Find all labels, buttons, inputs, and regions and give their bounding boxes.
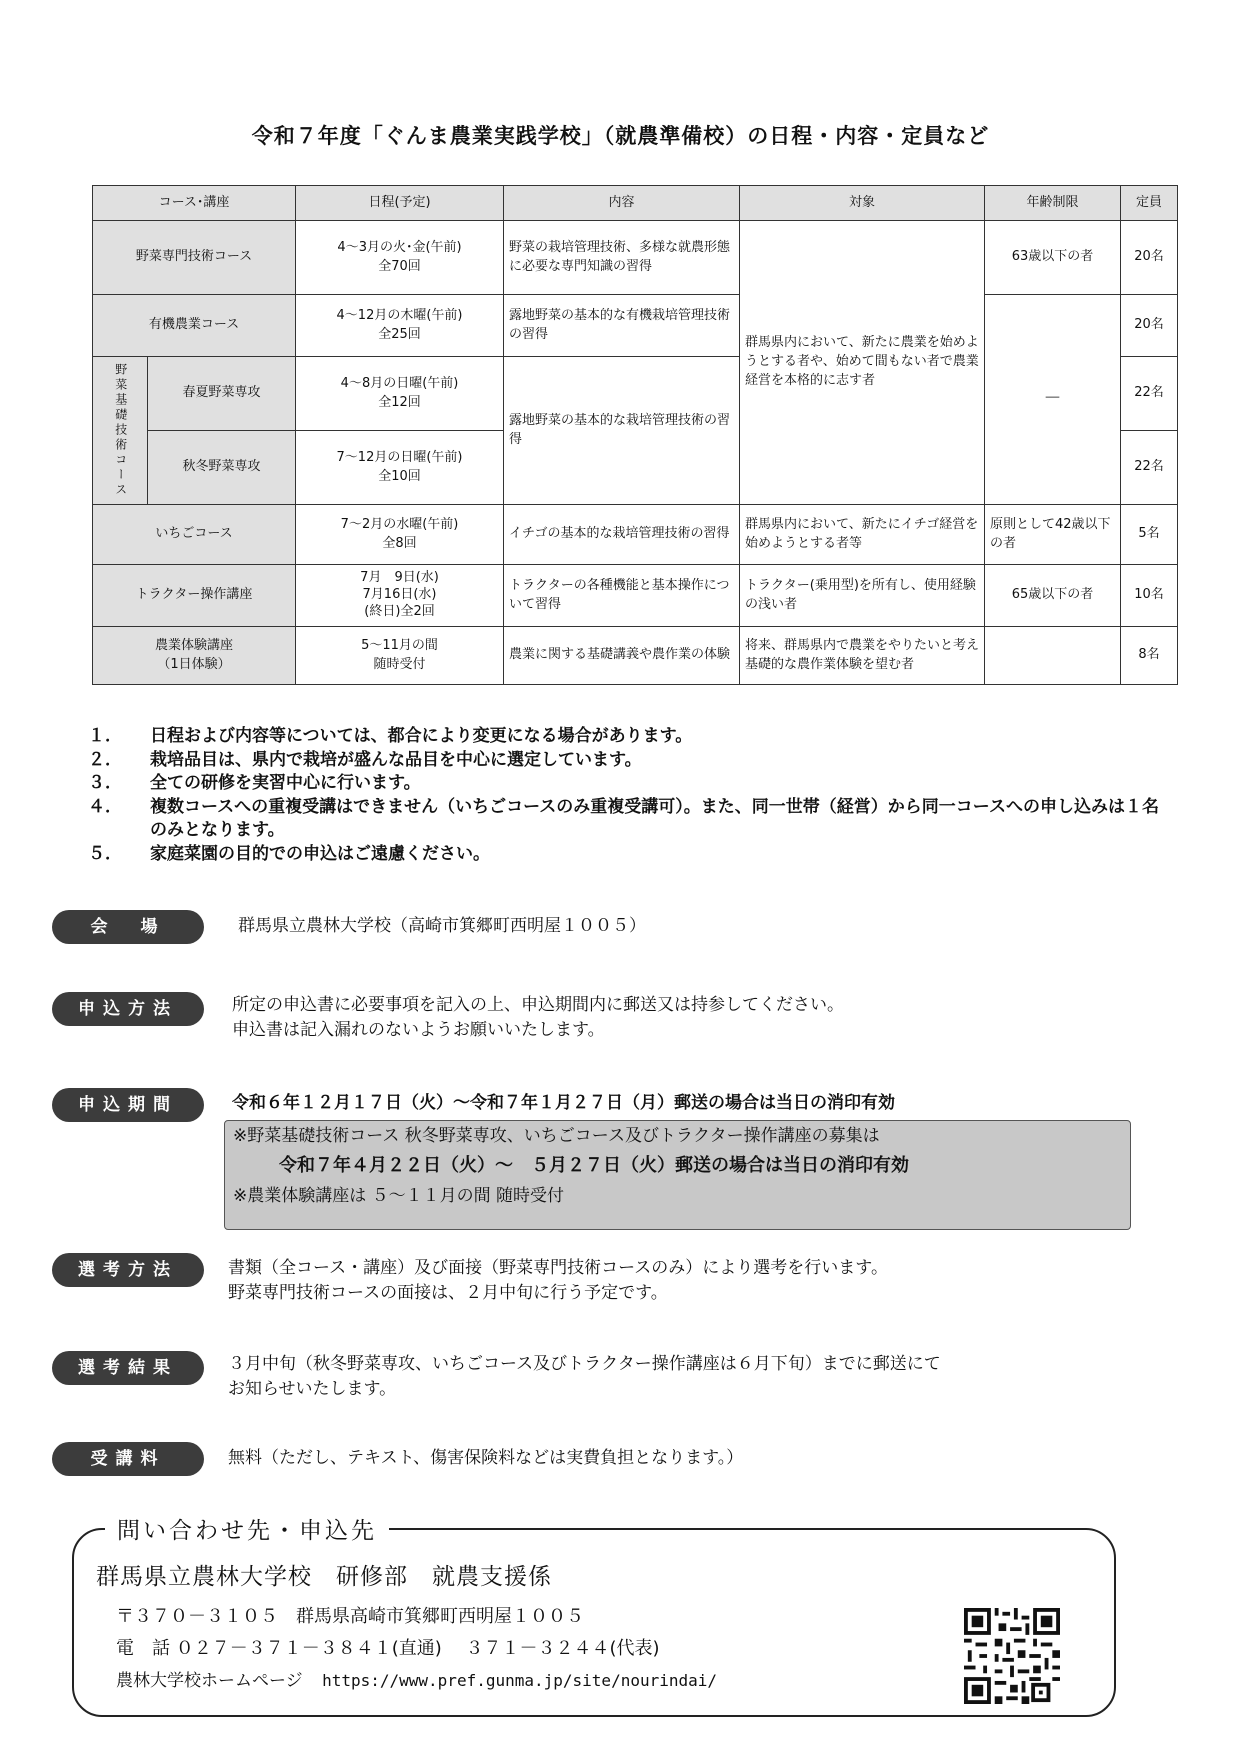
schedule-line: 7月16日(水) <box>362 587 437 603</box>
header-capacity: 定員 <box>1121 186 1178 221</box>
course-name: 有機農業コース <box>93 295 296 357</box>
list-item <box>85 772 1175 796</box>
apply-period-note-box <box>224 1120 1131 1230</box>
capacity-cell: 8名 <box>1121 627 1178 685</box>
table-header-row <box>93 186 1178 221</box>
list-item <box>85 725 1175 749</box>
note-line: ※野菜基礎技術コース 秋冬野菜専攻、いちごコース及びトラクター操作講座の募集は <box>233 1126 880 1146</box>
table-row <box>93 565 1178 627</box>
course-name: 春夏野菜専攻 <box>148 357 296 431</box>
fee-text: 無料（ただし、テキスト、傷害保険料などは実費負担となります。） <box>228 1448 744 1468</box>
selection-method-label: 選考方法 <box>52 1253 204 1287</box>
schedule-line: 全25回 <box>378 326 421 342</box>
content-cell: イチゴの基本的な栽培管理技術の習得 <box>504 505 740 565</box>
schedule-line: 4～3月の火･金(午前) <box>337 239 462 255</box>
capacity-cell: 22名 <box>1121 431 1178 505</box>
course-subname: （1日体験） <box>157 656 231 672</box>
schedule-line: 4～12月の木曜(午前) <box>336 307 463 323</box>
selection-result-label: 選考結果 <box>52 1351 204 1385</box>
header-schedule: 日程(予定) <box>296 186 504 221</box>
note-number: ２． <box>88 749 122 770</box>
capacity-cell: 10名 <box>1121 565 1178 627</box>
venue-label: 会 場 <box>52 910 204 944</box>
schedule-line: 4～8月の日曜(午前) <box>340 375 459 391</box>
schedule-line: 7～2月の水曜(午前) <box>340 516 459 532</box>
note-text: 日程および内容等については、都合により変更になる場合があります。 <box>150 726 693 746</box>
apply-period-label: 申込期間 <box>52 1088 204 1122</box>
target-cell: 群馬県内において、新たにイチゴ経営を始めようとする者等 <box>740 505 985 565</box>
target-cell: 将来、群馬県内で農業をやりたいと考え基礎的な農作業体験を望む者 <box>740 627 985 685</box>
target-cell: 群馬県内において、新たに農業を始めようとする者や、始めて間もない者で農業経営を本格的に志す者 <box>740 221 985 505</box>
course-name: 農業体験講座 <box>155 637 234 653</box>
table-row <box>93 505 1178 565</box>
content-cell: トラクターの各種機能と基本操作について習得 <box>504 565 740 627</box>
schedule-line: 随時受付 <box>373 656 426 672</box>
apply-method-line: 所定の申込書に必要事項を記入の上、申込期間内に郵送又は持参してください。 <box>232 995 844 1015</box>
apply-method-line: 申込書は記入漏れのないようお願いいたします。 <box>232 1020 605 1040</box>
note-number: ４． <box>88 796 122 817</box>
contact-title: 問い合わせ先・申込先 <box>105 1512 389 1545</box>
course-name: いちごコース <box>93 505 296 565</box>
schedule-line: 全70回 <box>378 258 421 274</box>
course-name: 秋冬野菜専攻 <box>148 431 296 505</box>
page-title: 令和７年度「ぐんま農業実践学校」（就農準備校）の日程・内容・定員など <box>251 124 990 148</box>
schedule-line: 7月 9日(水) <box>360 570 439 586</box>
schedule-line: 全10回 <box>378 468 421 484</box>
note-number: １． <box>88 726 122 746</box>
age-cell: 65歳以下の者 <box>985 565 1121 627</box>
age-cell: － <box>985 295 1121 505</box>
schedule-line: 7～12月の日曜(午前) <box>336 449 463 465</box>
content-cell: 農業に関する基礎講義や農作業の体験 <box>504 627 740 685</box>
header-age: 年齢制限 <box>985 186 1121 221</box>
capacity-cell: 20名 <box>1121 221 1178 295</box>
header-content: 内容 <box>504 186 740 221</box>
selection-method-line: 野菜専門技術コースの面接は、２月中旬に行う予定です。 <box>228 1283 668 1303</box>
schedule-line: 全8回 <box>382 535 417 551</box>
contact-phone: 電 話 ０２７－３７１－３８４１(直通) ３７１－３２４４(代表) <box>116 1638 660 1659</box>
header-target: 対象 <box>740 186 985 221</box>
homepage-link[interactable]: https://www.pref.gunma.jp/site/nourindai/ <box>322 1671 718 1690</box>
table-row <box>93 221 1178 295</box>
age-cell <box>985 627 1121 685</box>
content-cell: 露地野菜の基本的な有機栽培管理技術の習得 <box>504 295 740 357</box>
selection-method-line: 書類（全コース・講座）及び面接（野菜専門技術コースのみ）により選考を行います。 <box>228 1258 888 1278</box>
homepage-label: 農林大学校ホームページ <box>116 1671 303 1691</box>
table-row <box>93 627 1178 685</box>
note-number: ５． <box>88 843 122 864</box>
table-row <box>93 295 1178 357</box>
note-text: 複数コースへの重複受講はできません（いちごコースのみ重複受講可）。また、同一世帯（経営）から同一コースへの申し込みは１名のみとなります。 <box>150 796 1159 840</box>
list-item <box>85 843 1175 867</box>
capacity-cell: 22名 <box>1121 357 1178 431</box>
schedule-line: (終日)全2回 <box>364 603 435 619</box>
note-text: 栽培品目は、県内で栽培が盛んな品目を中心に選定しています。 <box>150 749 642 770</box>
content-cell: 露地野菜の基本的な栽培管理技術の習得 <box>504 357 740 505</box>
apply-period-text: 令和６年１２月１７日（火）～令和７年１月２７日（月）郵送の場合は当日の消印有効 <box>232 1093 895 1113</box>
capacity-cell: 5名 <box>1121 505 1178 565</box>
target-cell: トラクター(乗用型)を所有し、使用経験の浅い者 <box>740 565 985 627</box>
contact-organization: 群馬県立農林大学校 研修部 就農支援係 <box>96 1564 552 1590</box>
note-text: 家庭菜園の目的での申込はご遠慮ください。 <box>150 843 490 864</box>
note-number: ３． <box>88 773 122 793</box>
age-cell: 原則として42歳以下の者 <box>985 505 1121 565</box>
schedule-line: 5～11月の間 <box>361 637 438 653</box>
list-item <box>85 749 1175 773</box>
venue-text: 群馬県立農林大学校（高崎市箕郷町西明屋１００５） <box>238 916 646 936</box>
list-item <box>85 796 1175 843</box>
selection-result-line: お知らせいたします。 <box>228 1379 397 1399</box>
fee-label: 受講料 <box>52 1442 204 1476</box>
apply-method-label: 申込方法 <box>52 992 204 1026</box>
course-name: 野菜専門技術コース <box>93 221 296 295</box>
note-line: 令和７年４月２２日（火）～ ５月２７日（火）郵送の場合は当日の消印有効 <box>279 1155 909 1176</box>
course-name: トラクター操作講座 <box>93 565 296 627</box>
selection-result-line: ３月中旬（秋冬野菜専攻、いちごコース及びトラクター操作講座は６月下旬）までに郵送にて <box>228 1354 941 1374</box>
notes-list <box>85 725 1175 866</box>
note-line: ※農業体験講座は ５～１１月の間 随時受付 <box>233 1186 565 1206</box>
schedule-table <box>92 185 1178 685</box>
qr-code[interactable] <box>964 1608 1060 1704</box>
note-text: 全ての研修を実習中心に行います。 <box>150 773 421 793</box>
contact-address: 〒３７０－３１０５ 群馬県高崎市箕郷町西明屋１００５ <box>116 1606 584 1627</box>
header-course: コース･講座 <box>93 186 296 221</box>
capacity-cell: 20名 <box>1121 295 1178 357</box>
content-cell: 野菜の栽培管理技術、多様な就農形態に必要な専門知識の習得 <box>504 221 740 295</box>
schedule-line: 全12回 <box>378 394 421 410</box>
age-cell: 63歳以下の者 <box>985 221 1121 295</box>
course-group-label: 野菜基礎技術コース <box>93 357 148 505</box>
